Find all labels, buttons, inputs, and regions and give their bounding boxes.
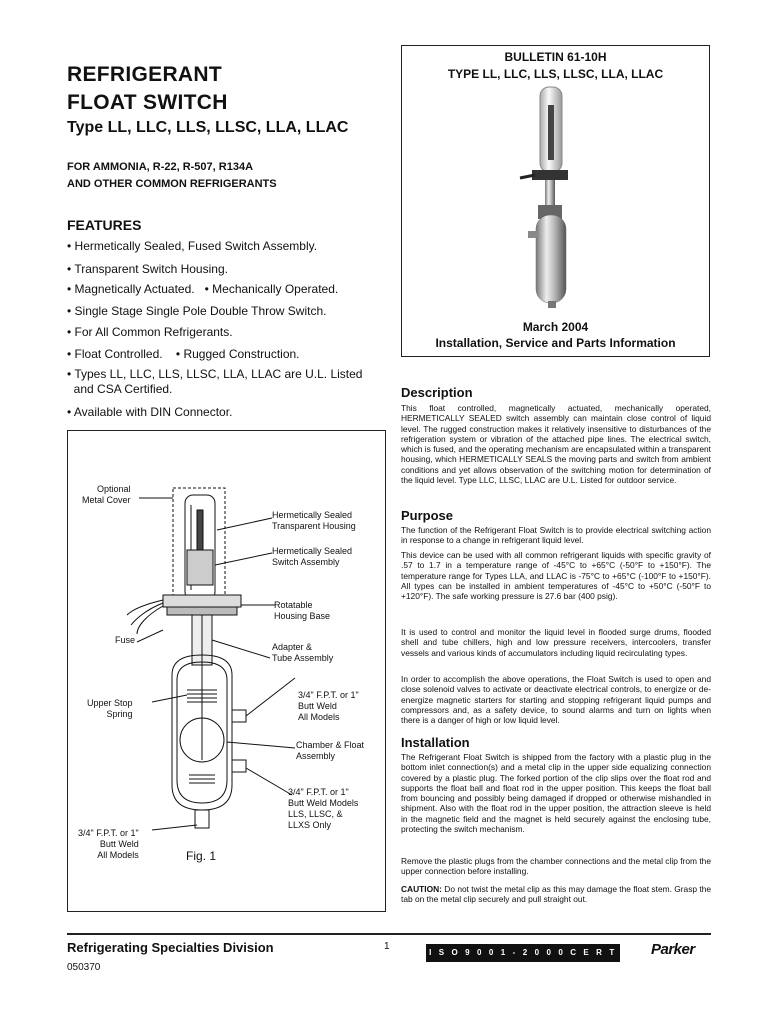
feature-item: • Single Stage Single Pole Double Throw Switch. <box>67 304 327 318</box>
description-heading: Description <box>401 385 473 400</box>
bulletin-date: March 2004 <box>522 320 589 334</box>
page-number: 1 <box>384 941 390 952</box>
feature-item: • Transparent Switch Housing. <box>67 262 228 276</box>
installation-p2: Remove the plastic plugs from the chamber connections and the metal clip from the upper connection before installing. <box>401 856 711 877</box>
label-rotatable-base: Rotatable Housing Base <box>274 600 331 621</box>
purpose-p4: In order to accomplish the above operations, the Float Switch is used to open and close solenoid valves to activate or deactivate electrical controls, to energize or de-energize magnetic starters for starting and stopping refrigerant liquid pumps and compressors and, as a safety device, to sound alarms and turn on lights when there is a danger of high or low liquid level. <box>401 674 711 726</box>
feature-item: • Hermetically Sealed, Fused Switch Assembly. <box>67 239 318 253</box>
division-name: Refrigerating Specialties Division <box>67 940 274 955</box>
caution-label: CAUTION: <box>401 884 442 894</box>
label-switch-assembly: Hermetically Sealed Switch Assembly <box>272 546 353 567</box>
label-transparent-housing: Hermetically Sealed Transparent Housing <box>272 510 356 531</box>
page-title-line2: FLOAT SWITCH <box>67 91 228 114</box>
installation-heading: Installation <box>401 735 470 750</box>
description-text: This float controlled, magnetically actuated, mechanically operated, HERMETICALLY SEALED switch assembly can maintain close control of liquid level. The rugged construction makes it relatively insensitive to disturbances of the refrigeration system or vibration of the attached pipe lines. The electrical switch, which is fused, and the operating mechanism are encapsulated within a transparent housing, which HERMETICALLY SEALS the moving parts and switch from ambient conditions and yet allows observation of the switching motion for determination of the liquid level. Type LLC, LLSC, LLAC are U.L. Listed for outdoor service. <box>401 403 711 486</box>
feature-item: • Types LL, LLC, LLS, LLSC, LLA, LLAC are U.L. Listed <box>67 367 363 381</box>
feature-item: • Magnetically Actuated. • Mechanically Operated. <box>67 282 339 296</box>
label-adapter: Adapter & Tube Assembly <box>272 642 334 663</box>
installation-p1: The Refrigerant Float Switch is shipped from the factory with a plastic plug in the bottom inlet connection(s) and a metal clip in the upper side equalizing connection covered by a plastic plug. The forked portion of the clip slips over the float rod and supports the float ball and float rod in the upper position. This keeps the float ball from bouncing and possibly being damaged if dropped or otherwise mishandled in shipment. Also with the float rod in the upper position, the attraction sleeve is held in the magnetic field and the magnet is held securely against the enclosing tube, protecting the switch mechanism. <box>401 752 711 835</box>
label-upper-stop: Upper Stop Spring <box>87 698 133 719</box>
label-optional-cover: Optional Metal Cover <box>82 484 131 505</box>
bulletin-info: Installation, Service and Parts Information <box>435 336 676 350</box>
feature-item: • For All Common Refrigerants. <box>67 325 233 339</box>
footer-rule <box>67 933 711 935</box>
feature-item: • Available with DIN Connector. <box>67 405 233 419</box>
features-heading: FEATURES <box>67 217 142 233</box>
purpose-heading: Purpose <box>401 508 454 523</box>
label-fuse: Fuse <box>115 635 136 645</box>
bulletin-types: TYPE LL, LLC, LLS, LLSC, LLA, LLAC <box>447 67 664 81</box>
purpose-p1: The function of the Refrigerant Float Switch is to provide electrical switching action in response to a change in refrigerant liquid level. <box>401 525 711 546</box>
figure-caption: Fig. 1 <box>186 849 217 863</box>
type-list: Type LL, LLC, LLS, LLSC, LLA, LLAC <box>67 119 349 136</box>
feature-item: and CSA Certified. <box>67 382 173 396</box>
caution-text: Do not twist the metal clip as this may damage the float stem. Grasp the tab on the metal clip securely and pull straight out. <box>401 884 712 905</box>
label-chamber: Chamber & Float Assembly <box>296 740 365 761</box>
feature-item: • Float Controlled. • Rugged Construction. <box>67 347 300 361</box>
label-fpt-all: 3/4" F.P.T. or 1" Butt Weld All Models <box>298 690 359 722</box>
purpose-p3: It is used to control and monitor the liquid level in flooded surge drums, flooded shell and tube chillers, high and low pressure receivers, intercoolers, transfer vessels and various kinds of accumulators including liquid recirculating types. <box>401 627 711 658</box>
caution-paragraph <box>401 884 711 905</box>
refrigerants-line2: AND OTHER COMMON REFRIGERANTS <box>67 178 277 190</box>
iso-certified-bar: I S O 9 0 0 1 - 2 0 0 0 C E R T I F I E D <box>426 944 620 962</box>
refrigerants-line1: FOR AMMONIA, R-22, R-507, R134A <box>67 161 254 173</box>
label-fpt-bottom: 3/4" F.P.T. or 1" Butt Weld All Models <box>78 828 139 860</box>
label-fpt-models: 3/4" F.P.T. or 1" Butt Weld Models LLS, LLSC, & LLXS Only <box>288 787 359 830</box>
document-code: 050370 <box>67 962 101 973</box>
parker-logo: Parker <box>651 941 695 958</box>
bulletin-number: BULLETIN 61-10H <box>504 50 607 64</box>
purpose-p2: This device can be used with all common refrigerant liquids with specific gravity of .57 to 1.7 in a temperature range of -45°C to +65°C (-50°F to +150°F). The temperature range for Types LLA, and LLAC is -75°C to +65°C (-100°F to +150°F). All types can be installed in ambient temperatures of -45°C to +50°C (-50°F to +120°F). The safe working pressure is 27.6 bar (400 psig). <box>401 550 711 602</box>
page-title-line1: REFRIGERANT <box>67 63 222 86</box>
product-photo <box>510 85 590 310</box>
